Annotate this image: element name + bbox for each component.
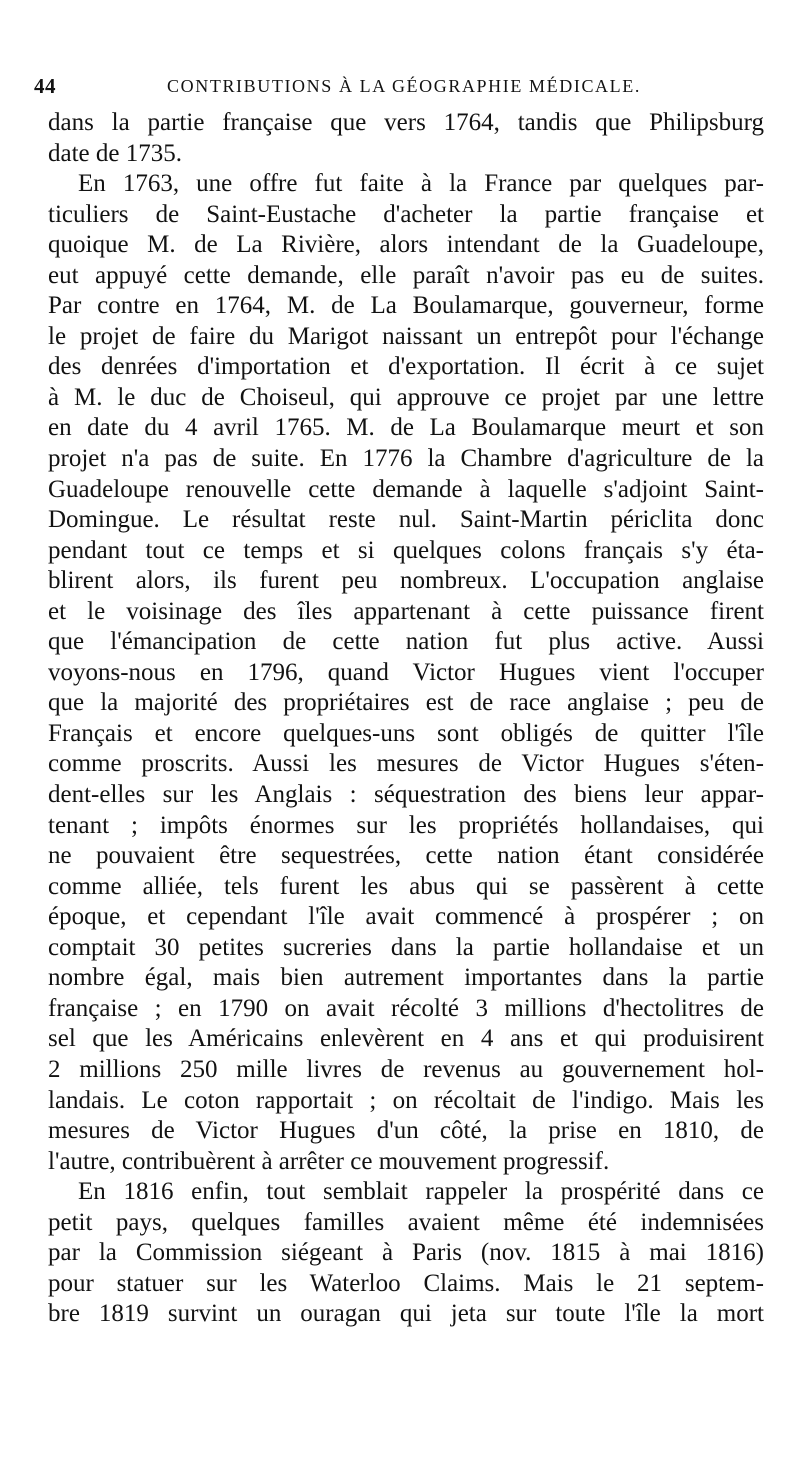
text-line: française ; en 1790 on avait récolté 3 millions d'hectolitres de (48, 994, 764, 1022)
text-line: comme proscrits. Aussi les mesures de Victor Hugues s'éten- (48, 750, 764, 778)
text-line: Guadeloupe renouvelle cette demande à laquelle s'adjoint Saint- (48, 475, 764, 503)
text-line: mesures de Victor Hugues d'un côté, la prise en 1810, de (48, 1117, 764, 1145)
text-line: époque, et cependant l'île avait commencé à prospérer ; on (48, 903, 764, 931)
text-line: 2 millions 250 mille livres de revenus au gouvernement hol- (48, 1055, 764, 1083)
text-line: pendant tout ce temps et si quelques colons français s'y éta- (48, 536, 764, 564)
text-line: comme alliée, tels furent les abus qui se passèrent à cette (48, 872, 764, 900)
text-line: des denrées d'importation et d'exportation. Il écrit à ce sujet (48, 353, 764, 381)
text-line: petit pays, quelques familles avaient même été indemnisées (48, 1208, 764, 1236)
text-line: eut appuyé cette demande, elle paraît n'avoir pas eu de suites. (48, 261, 764, 289)
text-line: pour statuer sur les Waterloo Claims. Mais le 21 septem- (48, 1269, 764, 1297)
text-line: le projet de faire du Marigot naissant un entrepôt pour l'échange (48, 322, 764, 350)
text-line: que l'émancipation de cette nation fut plus active. Aussi (48, 628, 764, 656)
running-title: CONTRIBUTIONS À LA GÉOGRAPHIE MÉDICALE. (167, 76, 641, 96)
text-line: tenant ; impôts énormes sur les propriétés hollandaises, qui (48, 811, 764, 839)
text-line: sel que les Américains enlevèrent en 4 ans et qui produisirent (48, 1025, 764, 1053)
text-line: voyons-nous en 1796, quand Victor Hugues vient l'occuper (48, 658, 764, 686)
text-line: à M. le duc de Choiseul, qui approuve ce projet par une lettre (48, 383, 764, 411)
text-line: En 1816 enfin, tout semblait rappeler la prospérité dans ce (78, 1178, 764, 1206)
page-header (34, 74, 774, 100)
text-line: En 1763, une offre fut faite à la France par quelques par- (78, 170, 764, 198)
page-number: 44 (34, 74, 56, 98)
text-line: ticuliers de Saint-Eustache d'acheter la partie française et (48, 200, 764, 228)
text-line: l'autre, contribuèrent à arrêter ce mouvement progressif. (48, 1147, 610, 1175)
text-line: nombre égal, mais bien autrement importantes dans la partie (48, 964, 764, 992)
text-line: quoique M. de La Rivière, alors intendant de la Guadeloupe, (48, 231, 764, 259)
text-line: et le voisinage des îles appartenant à cette puissance firent (48, 597, 764, 625)
text-line: que la majorité des propriétaires est de race anglaise ; peu de (48, 689, 764, 717)
text-line: projet n'a pas de suite. En 1776 la Chambre d'agriculture de la (48, 445, 764, 473)
body-text (48, 108, 764, 1330)
text-line: Par contre en 1764, M. de La Boulamarque, gouverneur, forme (48, 292, 764, 320)
text-line: blirent alors, ils furent peu nombreux. L'occupation anglaise (48, 567, 764, 595)
text-line: dans la partie française que vers 1764, tandis que Philipsburg (48, 109, 764, 136)
text-line: landais. Le coton rapportait ; on récoltait de l'indigo. Mais les (48, 1086, 764, 1114)
text-line: Domingue. Le résultat reste nul. Saint-Martin périclita donc (48, 506, 764, 534)
text-line: bre 1819 survint un ouragan qui jeta sur toute l'île la mort (48, 1300, 764, 1328)
text-line: date de 1735. (48, 139, 182, 167)
text-line: par la Commission siégeant à Paris (nov. 1815 à mai 1816) (48, 1239, 764, 1267)
text-line: Français et encore quelques-uns sont obligés de quitter l'île (48, 719, 764, 747)
text-line: ne pouvaient être sequestrées, cette nation étant considérée (48, 842, 764, 870)
text-line: dent-elles sur les Anglais : séquestration des biens leur appar- (48, 781, 764, 809)
text-line: comptait 30 petites sucreries dans la partie hollandaise et un (48, 933, 764, 961)
text-line: en date du 4 avril 1765. M. de La Boulamarque meurt et son (48, 414, 764, 442)
